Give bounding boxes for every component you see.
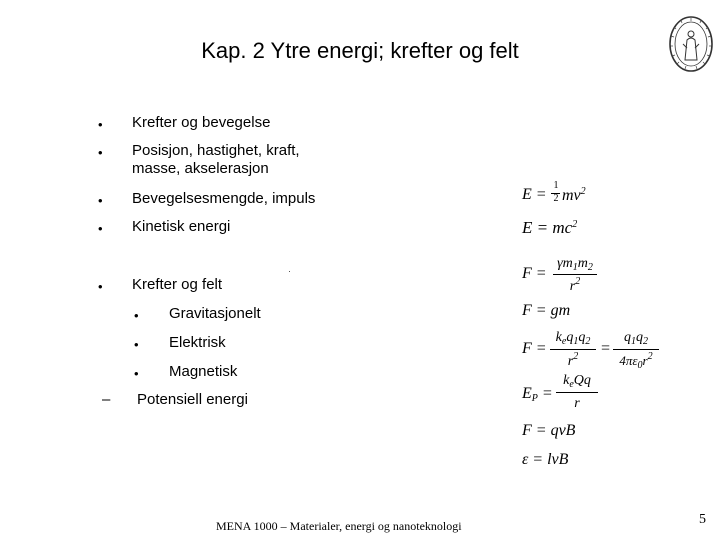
bullet-text: Krefter og felt xyxy=(132,276,223,293)
slide-title: Kap. 2 Ytre energi; krefter og felt xyxy=(201,38,519,63)
formula-gravity: F = gm xyxy=(522,302,571,319)
bullet-text-continued: masse, akselerasjon xyxy=(132,160,269,177)
dash-item-text: Potensiell energi xyxy=(137,391,248,408)
sub-bullet-marker: • xyxy=(134,366,139,381)
bullet-marker: • xyxy=(98,193,103,208)
footer-text: MENA 1000 – Materialer, energi og nanoteknologi xyxy=(216,519,462,533)
formula-mass-energy: $E = mc^2$ xyxy=(522,218,578,237)
bullet-text: Bevegelsesmengde, impuls xyxy=(132,190,316,207)
bullet-marker: • xyxy=(98,221,103,236)
formula-induced-emf: ε = lvB xyxy=(522,451,569,468)
sub-bullet-text: Magnetisk xyxy=(169,363,238,380)
bullet-marker: • xyxy=(98,279,103,294)
bullet-marker: • xyxy=(98,145,103,160)
sub-bullet-text: Elektrisk xyxy=(169,334,226,351)
sub-bullet-marker: • xyxy=(134,308,139,323)
sub-bullet-text: Gravitasjonelt xyxy=(169,305,261,322)
page-number: 5 xyxy=(699,512,706,527)
stray-dot xyxy=(289,271,290,272)
slide: Kap. 2 Ytre energi; krefter og felt • Krefter og bevegelse • Posisjon, hastighet, kraft, masse, akselerasjon • Bevegelsesmengde, impuls • Kinetisk energi • Krefter og felt • Gravitasjonelt • Elektrisk • Magnetisk – Potensiell energi E = 1 2 $mv^2$ $E = mc^2$ F = $\gamma m_1m_2$ $r^2$ F = gm F = $k_eq_1q_2$ $r^2$ = $q_1q_2$ $4\pi\varepsilon_0r^2$ $E_P$ = $k_eQq$ r F = qvB ε = lvB MENA 1000 – Materialer, energi og nanoteknologi 5 xyxy=(0,0,720,540)
formula-lorentz-force: F = qvB xyxy=(522,422,576,439)
university-seal-icon xyxy=(668,14,714,74)
dash-marker: – xyxy=(102,391,111,408)
sub-bullet-marker: • xyxy=(134,337,139,352)
bullet-marker: • xyxy=(98,117,103,132)
bullet-text: Posisjon, hastighet, kraft, xyxy=(132,142,300,159)
bullet-text: Kinetisk energi xyxy=(132,218,231,235)
bullet-text: Krefter og bevegelse xyxy=(132,114,271,131)
